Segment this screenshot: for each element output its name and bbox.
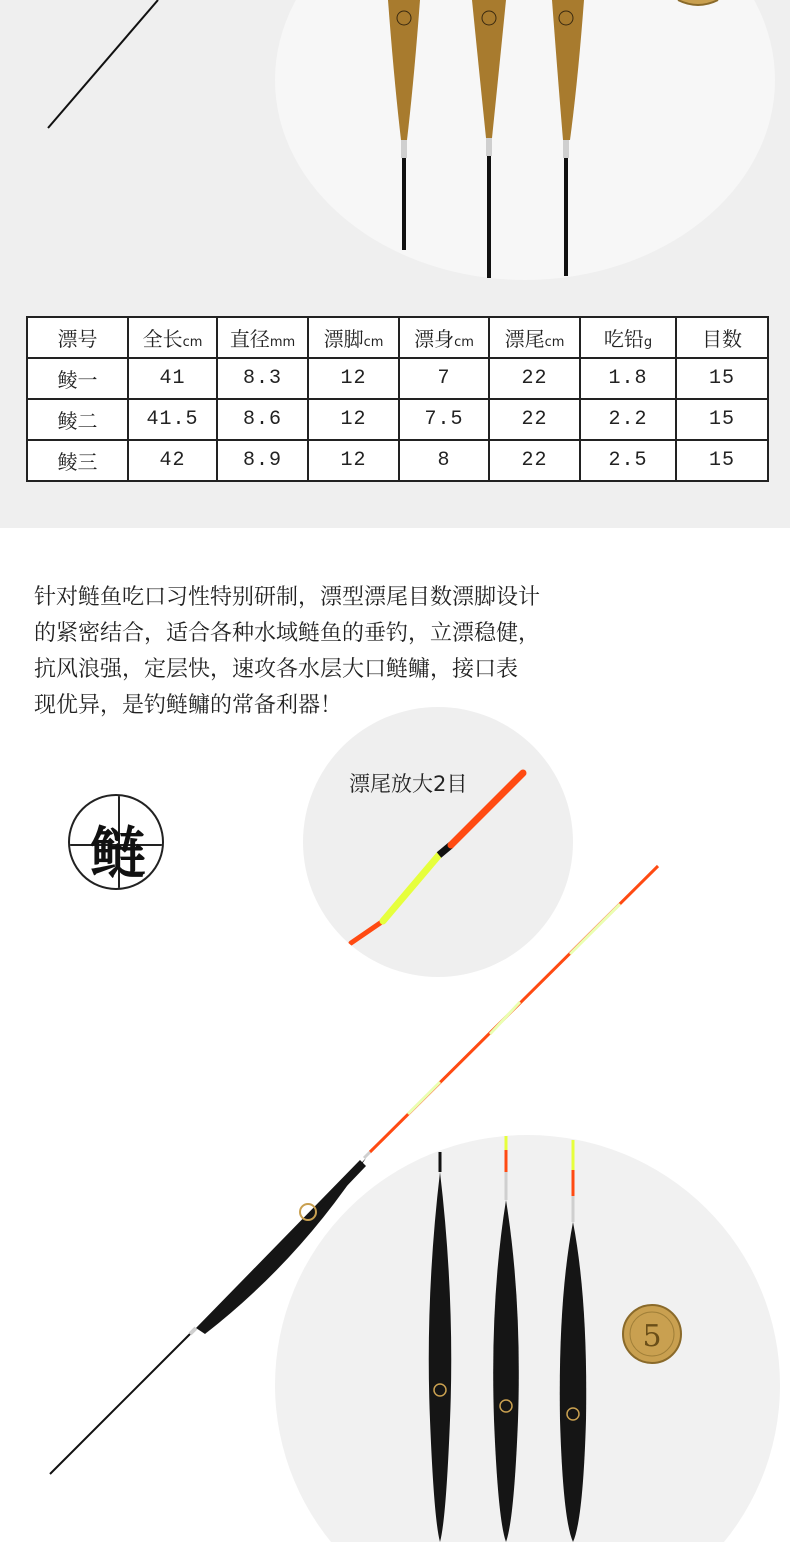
description-line: 抗风浪强，定层快，速攻各水层大口鲢鳙，接口表 [34, 657, 519, 682]
table-cell: 12 [308, 358, 399, 399]
table-cell: 15 [676, 358, 768, 399]
table-cell: 12 [308, 440, 399, 481]
table-cell: 41 [128, 358, 217, 399]
table-cell: 15 [676, 399, 768, 440]
header-segments: 目数 [676, 317, 768, 358]
table-cell: 22 [489, 399, 580, 440]
black-float-3 [560, 1140, 586, 1542]
table-cell: 鲮二 [27, 399, 128, 440]
table-cell: 8.6 [217, 399, 308, 440]
header-diameter: 直径mm [217, 317, 308, 358]
table-cell: 2.5 [580, 440, 676, 481]
table-cell: 8.3 [217, 358, 308, 399]
table-cell: 22 [489, 358, 580, 399]
header-total-length: 全长cm [128, 317, 217, 358]
header-float-no: 漂号 [27, 317, 128, 358]
table-cell: 鲮一 [27, 358, 128, 399]
table-cell: 8 [399, 440, 489, 481]
description-line: 的紧密结合，适合各种水域鲢鱼的垂钓，立漂稳健， [34, 621, 541, 646]
table-cell: 15 [676, 440, 768, 481]
black-float-1 [429, 1152, 452, 1542]
table-cell: 7.5 [399, 399, 489, 440]
table-cell: 41.5 [128, 399, 217, 440]
black-float-2 [493, 1136, 519, 1542]
table-cell: 7 [399, 358, 489, 399]
seal-glyph: 鲢 [90, 821, 146, 887]
table-cell: 1.8 [580, 358, 676, 399]
table-cell: 鲮三 [27, 440, 128, 481]
coin-icon [623, 1305, 681, 1363]
table-cell: 8.9 [217, 440, 308, 481]
coin-value: 5 [642, 1319, 662, 1354]
header-body-length: 漂身cm [399, 317, 489, 358]
table-cell: 2.2 [580, 399, 676, 440]
header-foot-length: 漂脚cm [308, 317, 399, 358]
description-line: 现优异，是钓鲢鳙的常备利器！ [34, 693, 343, 718]
header-lead-weight: 吃铅g [580, 317, 676, 358]
zoom-caption: 漂尾放大2目 [349, 772, 468, 796]
table-cell: 12 [308, 399, 399, 440]
header-tail-length: 漂尾cm [489, 317, 580, 358]
table-cell: 42 [128, 440, 217, 481]
description-line: 针对鲢鱼吃口习性特别研制，漂型漂尾目数漂脚设计 [34, 585, 541, 610]
table-cell: 22 [489, 440, 580, 481]
